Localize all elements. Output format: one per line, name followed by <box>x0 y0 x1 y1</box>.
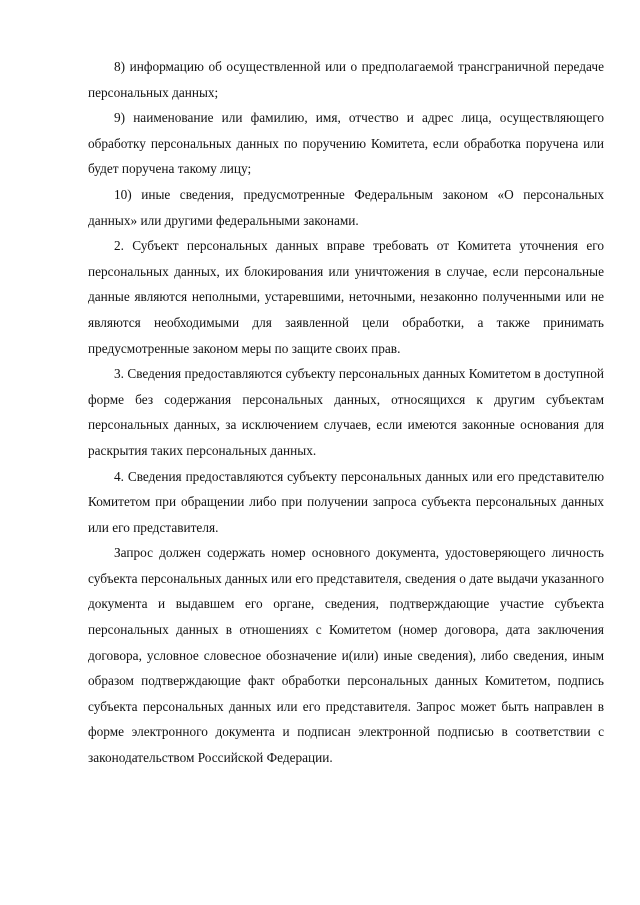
document-page <box>88 54 604 771</box>
paragraph-clause-3: 3. Сведения предоставляются субъекту персональных данных Комитетом в доступной форме без содержания персональных данных, относящихся к другим субъектам персональных данных, за исключением случаев, если имеются законные основания для раскрытия таких персональных данных. <box>88 366 604 458</box>
paragraph-item-10: 10) иные сведения, предусмотренные Федеральным законом «О персональных данных» или другими федеральными законами. <box>88 186 604 228</box>
paragraph-clause-4: 4. Сведения предоставляются субъекту персональных данных или его представителю Комитетом при обращении либо при получении запроса субъекта персональных данных или его представителя. <box>88 468 604 535</box>
paragraph-request-requirements: Запрос должен содержать номер основного документа, удостоверяющего личность субъекта персональных данных или его представителя, сведения о дате выдачи указанного документа и выдавшем его органе, сведения, подтверждающие участие субъекта персональных данных в отношениях с Комитетом (номер договора, дата заключения договора, условное словесное обозначение и(или) иные сведения), либо сведения, иным образом подтверждающие факт обработки персональных данных Комитетом, подпись субъекта персональных данных или его представителя. Запрос может быть направлен в форме электронного документа и подписан электронной подписью в соответствии с законодательством Российской Федерации. <box>88 545 604 766</box>
paragraph-item-8: 8) информацию об осуществленной или о предполагаемой трансграничной передаче персональных данных; <box>88 59 604 100</box>
paragraph-item-9: 9) наименование или фамилию, имя, отчество и адрес лица, осуществляющего обработку персональных данных по поручению Комитета, если обработка поручена или будет поручена такому лицу; <box>88 110 604 177</box>
paragraph-clause-2: 2. Субъект персональных данных вправе требовать от Комитета уточнения его персональных данных, их блокирования или уничтожения в случае, если персональные данные являются неполными, устаревшими, неточными, незаконно полученными или не являются необходимыми для заявленной цели обработки, а также принимать предусмотренные законом меры по защите своих прав. <box>88 238 604 356</box>
